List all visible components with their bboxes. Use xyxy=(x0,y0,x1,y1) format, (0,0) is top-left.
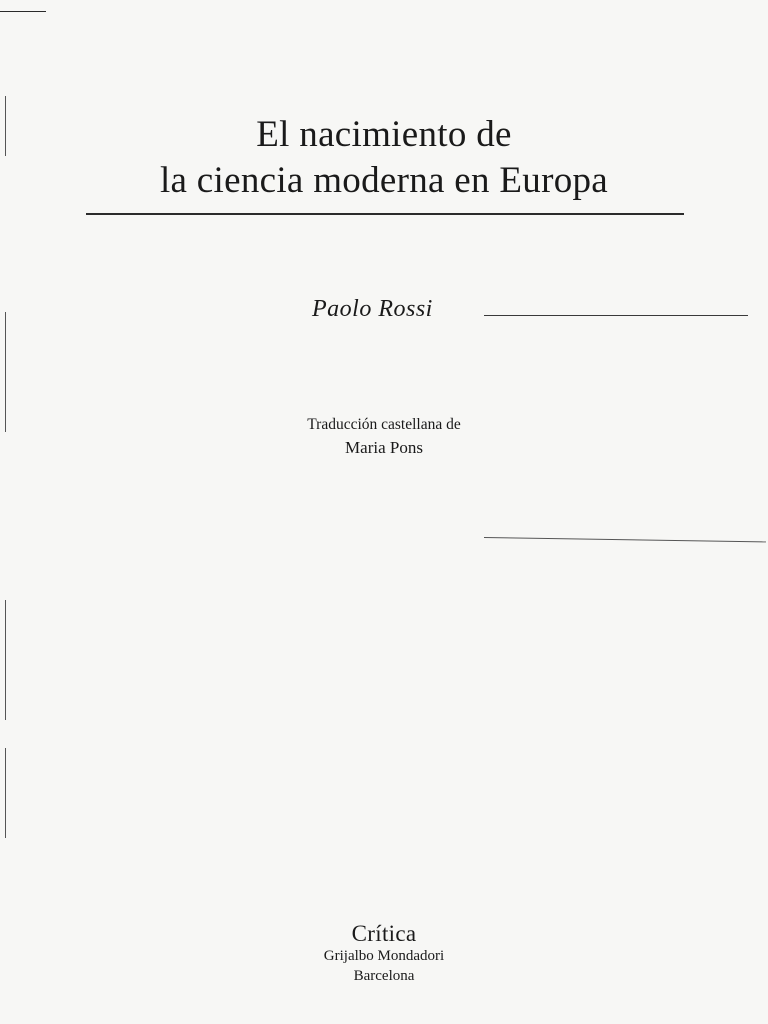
book-title-line-2: la ciencia moderna en Europa xyxy=(159,160,609,201)
book-title xyxy=(0,112,768,204)
publisher-city: Barcelona xyxy=(353,968,415,984)
scan-artifact-left-edge xyxy=(5,600,6,720)
author-side-rule xyxy=(484,315,748,316)
scan-artifact-stray-line xyxy=(484,537,766,542)
scan-artifact-top-line xyxy=(0,11,46,12)
translation-label: Traducción castellana de xyxy=(307,416,461,433)
scan-artifact-left-edge xyxy=(5,312,6,432)
scan-artifact-left-edge xyxy=(5,748,6,838)
translator-name: Maria Pons xyxy=(345,438,423,457)
publisher-name: Crítica xyxy=(351,921,417,946)
title-rule xyxy=(86,213,684,215)
book-title-line-1: El nacimiento de xyxy=(256,114,512,155)
publisher-imprint: Grijalbo Mondadori xyxy=(323,948,445,964)
author-name: Paolo Rossi xyxy=(312,296,433,322)
